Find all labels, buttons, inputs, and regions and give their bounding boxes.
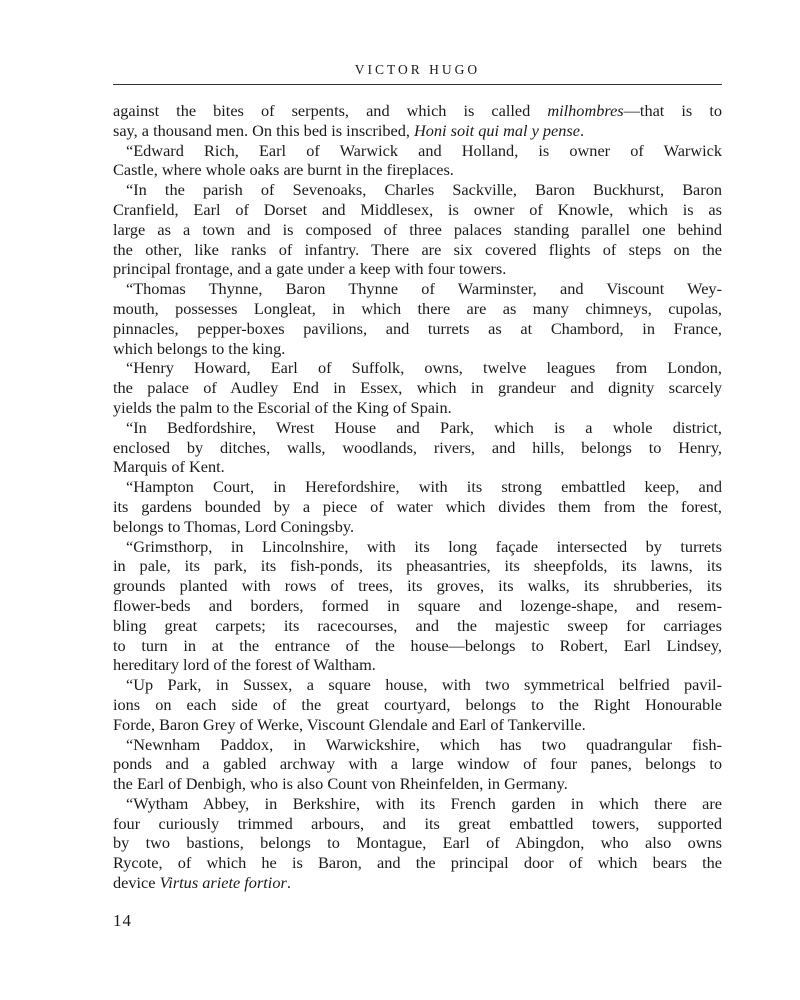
paragraph [113, 675, 722, 734]
text-line [113, 378, 722, 398]
text-segment: mouth, possesses Longleat, in which there are as many chimneys, cupolas, [113, 298, 722, 318]
text-segment: yields the palm to the Escorial of the King of Spain. [113, 397, 452, 417]
text-segment: flower-beds and borders, formed in square and lozenge-shape, and resem- [113, 595, 722, 615]
text-segment: “Wytham Abbey, in Berkshire, with its French garden in which there are [126, 793, 722, 813]
paragraph [113, 180, 722, 279]
text-segment: device [113, 873, 160, 893]
text-segment: Marquis of Kent. [113, 457, 225, 477]
italic-text: Honi soit qui mal y pense [414, 120, 580, 140]
text-line [113, 101, 722, 121]
paragraph [113, 477, 722, 536]
running-head: VICTOR HUGO [354, 62, 481, 77]
paragraph [113, 537, 722, 676]
text-line [113, 754, 722, 774]
text-line [113, 279, 722, 299]
header-rule [113, 84, 722, 85]
text-line [113, 180, 722, 200]
text-line [113, 517, 722, 537]
text-line [113, 200, 722, 220]
text-segment: say, a thousand men. On this bed is inscribed, [113, 120, 415, 140]
text-line [113, 735, 722, 755]
text-segment: large as a town and is composed of three palaces standing parallel one behind [113, 219, 722, 239]
text-segment: “Newnham Paddox, in Warwickshire, which has two quadrangular fish- [126, 734, 722, 754]
text-segment: “In Bedfordshire, Wrest House and Park, which is a whole district, [126, 417, 722, 437]
paragraph [113, 358, 722, 417]
text-line [113, 794, 722, 814]
text-segment: bling great carpets; its racecourses, and the majestic sweep for carriages [113, 615, 722, 635]
text-line [113, 675, 722, 695]
paragraph [113, 794, 722, 893]
text-line [113, 497, 722, 517]
text-segment: Cranfield, Earl of Dorset and Middlesex, is owner of Knowle, which is as [113, 199, 722, 219]
text-segment: against the bites of serpents, and which is called [113, 101, 548, 120]
text-line [113, 774, 722, 794]
text-segment: “Up Park, in Sussex, a square house, with two symmetrical belfried pavil- [126, 675, 722, 695]
text-line [113, 418, 722, 438]
text-line [113, 814, 722, 834]
text-line [113, 715, 722, 735]
text-line [113, 259, 722, 279]
text-line [113, 616, 722, 636]
text-line [113, 477, 722, 497]
text-segment: by two bastions, belongs to Montague, Earl of Abingdon, who also owns [113, 833, 722, 853]
text-line [113, 537, 722, 557]
text-line [113, 833, 722, 853]
text-line [113, 141, 722, 161]
text-segment: “Henry Howard, Earl of Suffolk, owns, twelve leagues from London, [126, 358, 722, 378]
text-line [113, 636, 722, 656]
page-body [113, 101, 722, 893]
text-line [113, 853, 722, 873]
text-segment: “Edward Rich, Earl of Warwick and Holland, is owner of Warwick [126, 140, 722, 160]
text-segment: which belongs to the king. [113, 338, 286, 358]
text-line [113, 457, 722, 477]
text-segment: the other, like ranks of infantry. There are six covered flights of steps on the [113, 239, 722, 259]
text-segment: “Grimsthorp, in Lincolnshire, with its long façade intersected by turrets [126, 536, 722, 556]
text-line [113, 358, 722, 378]
text-line [113, 319, 722, 339]
text-segment: its gardens bounded by a piece of water which divides them from the forest, [113, 496, 722, 516]
text-segment: belongs to Thomas, Lord Coningsby. [113, 516, 355, 536]
paragraph [113, 418, 722, 477]
text-line [113, 299, 722, 319]
text-line [113, 596, 722, 616]
text-line [113, 398, 722, 418]
text-line [113, 160, 722, 180]
text-segment: ponds and a gabled archway with a large window of four panes, belongs to [113, 754, 722, 774]
text-segment: to turn in at the entrance of the house—belongs to Robert, Earl Lindsey, [113, 635, 722, 655]
text-line [113, 339, 722, 359]
text-segment: in pale, its park, its fish-ponds, its pheasantries, its sheepfolds, its lawns, its [113, 556, 722, 576]
text-segment: “Hampton Court, in Herefordshire, with its strong embattled keep, and [126, 477, 722, 497]
paragraph [113, 141, 722, 181]
text-line [113, 556, 722, 576]
text-segment: Rycote, of which he is Baron, and the principal door of which bears the [113, 853, 722, 873]
text-segment: the palace of Audley End in Essex, which in grandeur and dignity scarcely [113, 378, 722, 398]
paragraph [113, 101, 722, 141]
text-segment: Castle, where whole oaks are burnt in the fireplaces. [113, 160, 454, 180]
text-line [113, 220, 722, 240]
text-line [113, 438, 722, 458]
text-segment: grounds planted with rows of trees, its groves, its walks, its shrubberies, its [113, 576, 722, 596]
text-segment: “Thomas Thynne, Baron Thynne of Warminster, and Viscount Wey- [126, 279, 722, 299]
text-segment: hereditary lord of the forest of Waltham. [113, 655, 376, 675]
text-segment: “In the parish of Sevenoaks, Charles Sackville, Baron Buckhurst, Baron [126, 180, 722, 200]
text-segment: Forde, Baron Grey of Werke, Viscount Glendale and Earl of Tankerville. [113, 714, 586, 734]
text-segment: . [286, 873, 291, 893]
italic-text: milhombres [547, 101, 624, 120]
italic-text: Virtus ariete fortior [159, 873, 287, 893]
text-segment: . [579, 120, 585, 140]
text-segment: the Earl of Denbigh, who is also Count von Rheinfelden, in Germany. [113, 774, 568, 794]
paragraph [113, 735, 722, 794]
text-segment: principal frontage, and a gate under a keep with four towers. [113, 259, 507, 279]
text-segment: —that is to [623, 101, 722, 120]
text-segment: enclosed by ditches, walls, woodlands, rivers, and hills, belongs to Henry, [113, 437, 722, 457]
text-line [113, 695, 722, 715]
paragraph [113, 279, 722, 358]
text-segment: four curiously trimmed arbours, and its great embattled towers, supported [113, 813, 722, 833]
text-segment: pinnacles, pepper-boxes pavilions, and turrets as at Chambord, in France, [113, 318, 722, 338]
text-line [113, 240, 722, 260]
text-line [113, 576, 722, 596]
text-line [113, 655, 722, 675]
text-segment: ions on each side of the great courtyard, belongs to the Right Honourable [113, 694, 722, 714]
page-number: 14 [113, 911, 132, 930]
text-line [113, 873, 722, 893]
text-line [113, 121, 722, 141]
